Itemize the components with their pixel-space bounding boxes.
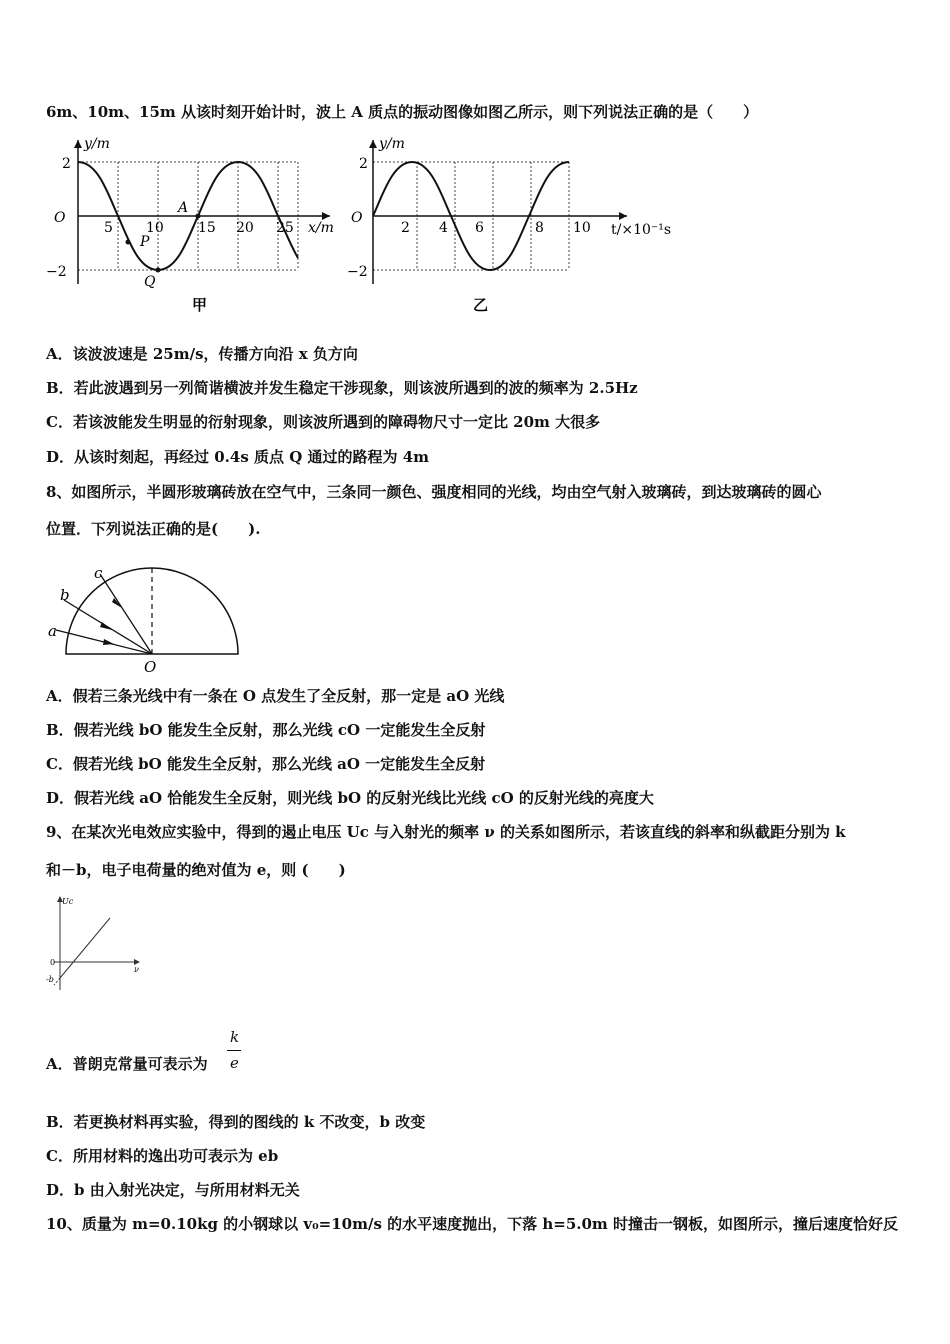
q7-stem: 6m、10m、15m 从该时刻开始计时，波上 A 质点的振动图像如图乙所示，则下列说法正确的是（ ） [46,103,759,121]
q9-stem-line1: 9、在某次光电效应实验中，得到的遏止电压 Uc 与入射光的频率 ν 的关系如图所示，若该直线的斜率和纵截距分别为 k [46,823,846,841]
yi-x-label: t/×10⁻¹s [611,222,672,238]
figure-semicircle-glass [42,560,242,680]
jia-y-label: y/m [84,136,110,152]
yi-tick-8: 8 [535,220,544,236]
q8-option-c: C．假若光线 bO 能发生全反射，那么光线 aO 一定能发生全反射 [46,755,486,773]
fraction-numerator: k [230,1028,240,1046]
yi-tick-6: 6 [475,220,484,236]
jia-y-top: 2 [62,156,71,172]
figure-vibration-yi [345,134,695,314]
q9-option-a: A．普朗克常量可表示为 [46,1055,208,1073]
jia-tick-5: 5 [104,220,113,236]
yi-caption: 乙 [473,296,489,314]
graph-neg-b: -b [46,975,54,984]
yi-tick-10: 10 [573,220,591,236]
jia-point-a: A [178,200,189,216]
graph-y-label: Uc [62,897,74,906]
q8-option-b: B．假若光线 bO 能发生全反射，那么光线 cO 一定能发生全反射 [46,721,486,739]
fraction-denominator: e [230,1054,239,1072]
jia-tick-20: 20 [236,220,254,236]
q7-option-b: B．若此波遇到另一列简谐横波并发生稳定干涉现象，则该波所遇到的波的频率为 2.5Hz [46,379,638,397]
q8-stem-line1: 8、如图所示，半圆形玻璃砖放在空气中，三条同一颜色、强度相同的光线，均由空气射入玻璃砖，到达玻璃砖的圆心 [46,483,822,501]
graph-zero: 0 [50,958,56,967]
q8-stem-line2: 位置．下列说法正确的是( ). [46,520,261,538]
yi-tick-2: 2 [401,220,410,236]
q9-option-b: B．若更换材料再实验，得到的图线的 k 不改变，b 改变 [46,1113,426,1131]
jia-x-label: x/m [308,220,334,236]
yi-y-top: 2 [359,156,368,172]
jia-origin: O [54,210,66,226]
q9-option-d: D．b 由入射光决定，与所用材料无关 [46,1181,300,1199]
jia-tick-10: 10 [146,220,164,236]
q8-option-d: D．假若光线 aO 恰能发生全反射，则光线 bO 的反射光线比光线 cO 的反射光线的亮度大 [46,789,654,807]
jia-tick-25: 25 [276,220,294,236]
q9-stem-line2: 和－b，电子电荷量的绝对值为 e，则 ( ) [46,861,346,879]
q8-option-a: A．假若三条光线中有一条在 O 点发生了全反射，那一定是 aO 光线 [46,687,505,705]
q7-option-c: C．若该波能发生明显的衍射现象，则该波所遇到的障碍物尺寸一定比 20m 大很多 [46,413,601,431]
q7-option-a: A．该波波速是 25m/s，传播方向沿 x 负方向 [46,345,358,363]
jia-tick-15: 15 [198,220,216,236]
jia-caption: 甲 [192,296,208,314]
ray-label-b: b [60,586,70,604]
yi-tick-4: 4 [439,220,448,236]
yi-origin: O [351,210,363,226]
ray-label-a: a [48,622,57,640]
graph-x-label: ν [134,965,139,974]
center-label-o: O [144,658,157,676]
yi-y-bottom: −2 [347,264,368,280]
q9-option-c: C．所用材料的逸出功可表示为 eb [46,1147,279,1165]
jia-point-p: P [140,234,150,250]
figure-wave-jia [40,134,350,314]
ray-label-c: c [94,564,103,582]
fraction-bar [227,1050,241,1051]
jia-point-q: Q [144,274,156,290]
figure-uc-frequency [44,892,154,997]
jia-y-bottom: −2 [46,264,67,280]
yi-y-label: y/m [379,136,405,152]
q7-option-d: D．从该时刻起，再经过 0.4s 质点 Q 通过的路程为 4m [46,448,430,466]
q10-stem: 10、质量为 m=0.10kg 的小钢球以 v₀=10m/s 的水平速度抛出，下落 h=5.0m 时撞击一钢板，如图所示，撞后速度恰好反 [46,1215,899,1233]
